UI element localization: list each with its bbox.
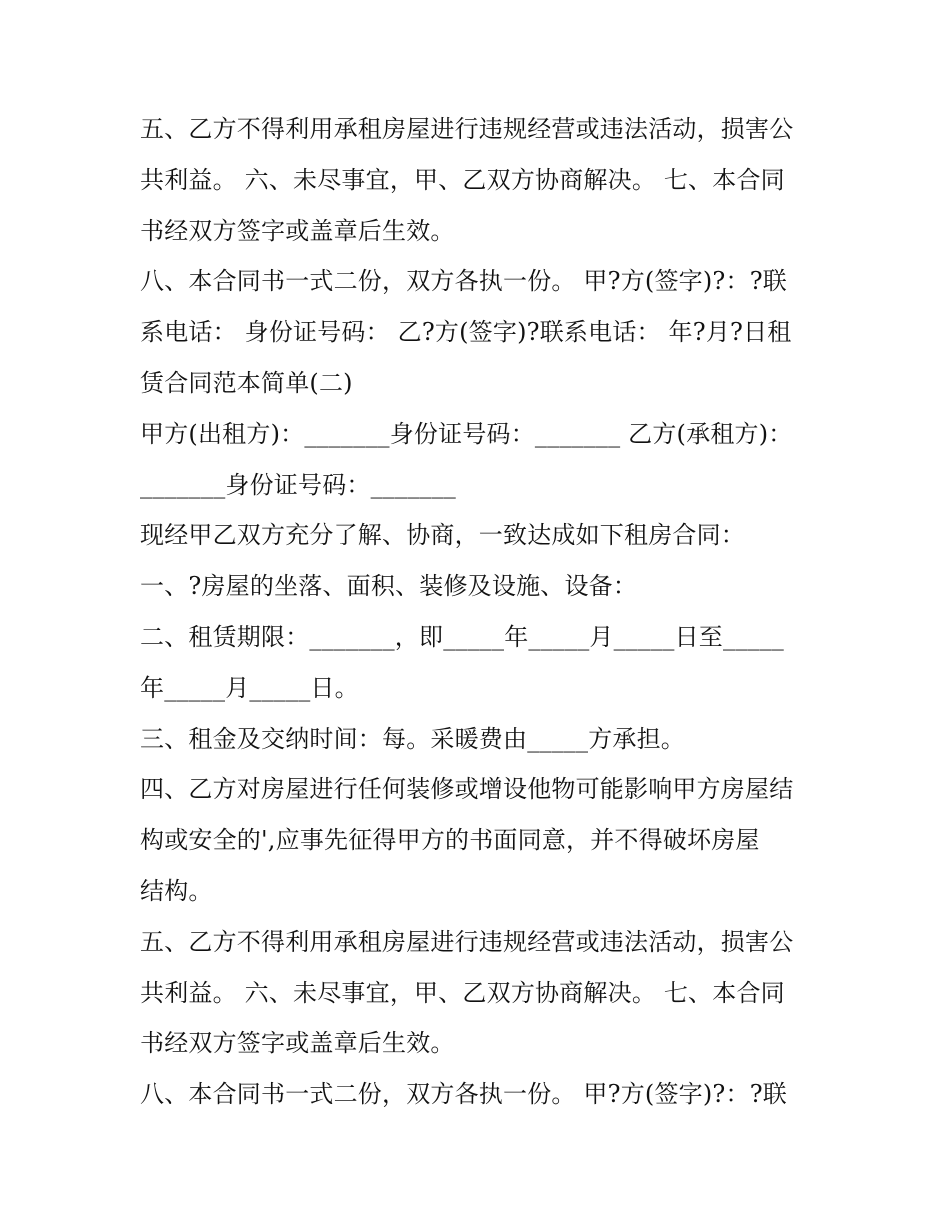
- text-line: 三、租金及交纳时间：每。采暖费由_____方承担。: [140, 724, 685, 753]
- text-line: 现经甲乙双方充分了解、协商，一致达成如下租房合同：: [140, 521, 745, 550]
- text-line: 书经双方签字或盖章后生效。: [140, 216, 455, 245]
- text-line: 赁合同范本简单(二): [140, 368, 353, 397]
- text-line: 四、乙方对房屋进行任何装修或增设他物可能影响甲方房屋结: [140, 775, 794, 804]
- text-line: 二、租赁期限：_______，即_____年_____月_____日至_____: [140, 622, 784, 651]
- text-line: 年_____月_____日。: [140, 673, 359, 702]
- text-line: 五、乙方不得利用承租房屋进行违规经营或违法活动，损害公: [140, 927, 794, 956]
- text-line: _______身份证号码：_______: [140, 470, 456, 499]
- text-line: 八、本合同书一式二份，双方各执一份。 甲?方(签字)?：?联: [140, 267, 787, 296]
- text-line: 构或安全的',应事先征得甲方的书面同意，并不得破坏房屋: [140, 826, 760, 855]
- text-line: 共利益。 六、未尽事宜，甲、乙双方协商解决。 七、本合同: [140, 165, 785, 194]
- text-line: 甲方(出租方)：_______身份证号码：_______ 乙方(承租方)：: [140, 419, 793, 448]
- text-line: 八、本合同书一式二份，双方各执一份。 甲?方(签字)?：?联: [140, 1080, 787, 1109]
- document-body: [140, 104, 820, 1120]
- text-line: 共利益。 六、未尽事宜，甲、乙双方协商解决。 七、本合同: [140, 978, 785, 1007]
- text-line: 系电话： 身份证号码： 乙?方(签字)?联系电话： 年?月?日租: [140, 318, 792, 347]
- text-line: 五、乙方不得利用承租房屋进行违规经营或违法活动，损害公: [140, 115, 794, 143]
- text-line: 书经双方签字或盖章后生效。: [140, 1029, 455, 1058]
- text-line: 一、?房屋的坐落、面积、装修及设施、设备：: [140, 572, 638, 601]
- text-line: 结构。: [140, 876, 213, 905]
